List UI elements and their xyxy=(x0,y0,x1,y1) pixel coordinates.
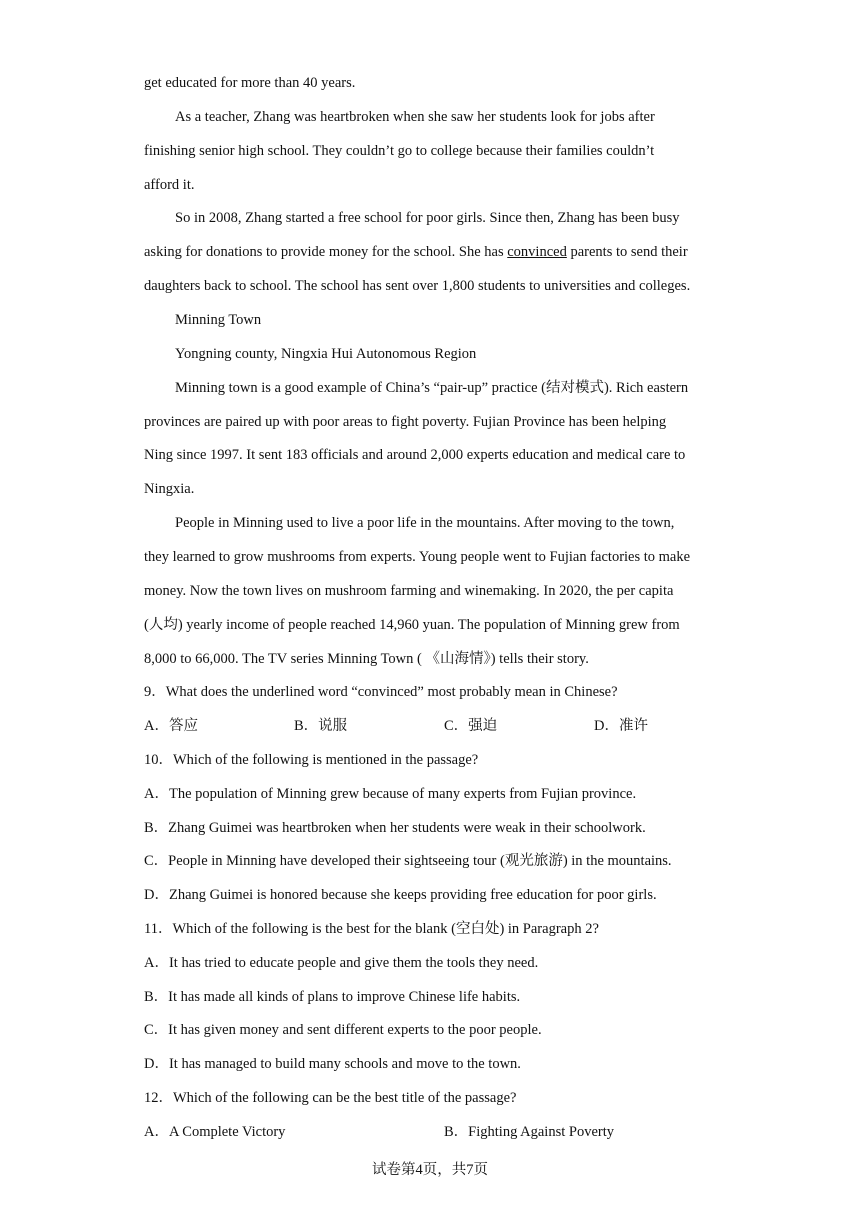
section-subheading: Yongning county, Ningxia Hui Autonomous Region xyxy=(175,346,477,362)
q10-option-d[interactable]: D．Zhang Guimei is honored because she keeps providing free education for poor girls. xyxy=(144,887,657,903)
question-9: 9．What does the underlined word “convinced” most probably mean in Chinese? xyxy=(144,684,618,700)
passage-line: As a teacher, Zhang was heartbroken when she saw her students look for jobs after xyxy=(175,109,655,125)
passage-line: provinces are paired up with poor areas to fight poverty. Fujian Province has been helping xyxy=(144,414,667,430)
passage-line: Minning town is a good example of China’s “pair-up” practice (结对模式). Rich eastern xyxy=(175,380,689,396)
q11-option-a[interactable]: A．It has tried to educate people and give them the tools they need. xyxy=(144,955,539,971)
passage-line: Ning since 1997. It sent 183 officials and around 2,000 experts education and medical care to xyxy=(144,447,686,463)
passage-line: People in Minning used to live a poor life in the mountains. After moving to the town, xyxy=(175,515,675,531)
q12-option-a[interactable]: A．A Complete Victory xyxy=(144,1124,286,1140)
passage-line xyxy=(144,242,688,262)
q9-option-d[interactable]: D．准许 xyxy=(594,718,648,734)
q11-option-b[interactable]: B．It has made all kinds of plans to improve Chinese life habits. xyxy=(144,989,521,1005)
passage-line: they learned to grow mushrooms from experts. Young people went to Fujian factories to make xyxy=(144,549,691,565)
question-11: 11．Which of the following is the best for the blank (空白处) in Paragraph 2? xyxy=(144,921,599,937)
q10-option-b[interactable]: B．Zhang Guimei was heartbroken when her students were weak in their schoolwork. xyxy=(144,820,646,836)
q9-option-a[interactable]: A．答应 xyxy=(144,718,198,734)
passage-line: get educated for more than 40 years. xyxy=(144,75,356,91)
q10-option-a[interactable]: A．The population of Minning grew because of many experts from Fujian province. xyxy=(144,786,637,802)
question-10: 10．Which of the following is mentioned in the passage? xyxy=(144,752,479,768)
q11-option-d[interactable]: D．It has managed to build many schools and move to the town. xyxy=(144,1056,521,1072)
section-heading: Minning Town xyxy=(175,312,262,328)
q10-option-c[interactable]: C．People in Minning have developed their sightseeing tour (观光旅游) in the mountains. xyxy=(144,853,672,869)
q9-option-c[interactable]: C．强迫 xyxy=(444,718,498,734)
q11-option-c[interactable]: C．It has given money and sent different experts to the poor people. xyxy=(144,1022,542,1038)
passage-line: So in 2008, Zhang started a free school for poor girls. Since then, Zhang has been busy xyxy=(175,210,680,226)
q12-option-b[interactable]: B．Fighting Against Poverty xyxy=(444,1124,614,1140)
passage-line: 8,000 to 66,000. The TV series Minning Town ( 《山海情》) tells their story. xyxy=(144,651,589,667)
passage-line: money. Now the town lives on mushroom farming and winemaking. In 2020, the per capita xyxy=(144,583,674,599)
passage-line: (人均) yearly income of people reached 14,960 yuan. The population of Minning grew from xyxy=(144,617,680,633)
passage-line: afford it. xyxy=(144,177,195,193)
passage-line: Ningxia. xyxy=(144,481,195,497)
passage-line: finishing senior high school. They couldn’t go to college because their families couldn’t xyxy=(144,143,655,159)
passage-text: parents to send their xyxy=(566,244,688,260)
passage-text: asking for donations to provide money for the school. She has xyxy=(144,244,508,260)
q9-option-b[interactable]: B．说服 xyxy=(294,718,348,734)
passage-line: daughters back to school. The school has sent over 1,800 students to universities and colleges. xyxy=(144,278,691,294)
underlined-word: convinced xyxy=(507,244,567,260)
question-12: 12．Which of the following can be the best title of the passage? xyxy=(144,1090,517,1106)
page-footer: 试卷第4页，共7页 xyxy=(372,1162,488,1178)
